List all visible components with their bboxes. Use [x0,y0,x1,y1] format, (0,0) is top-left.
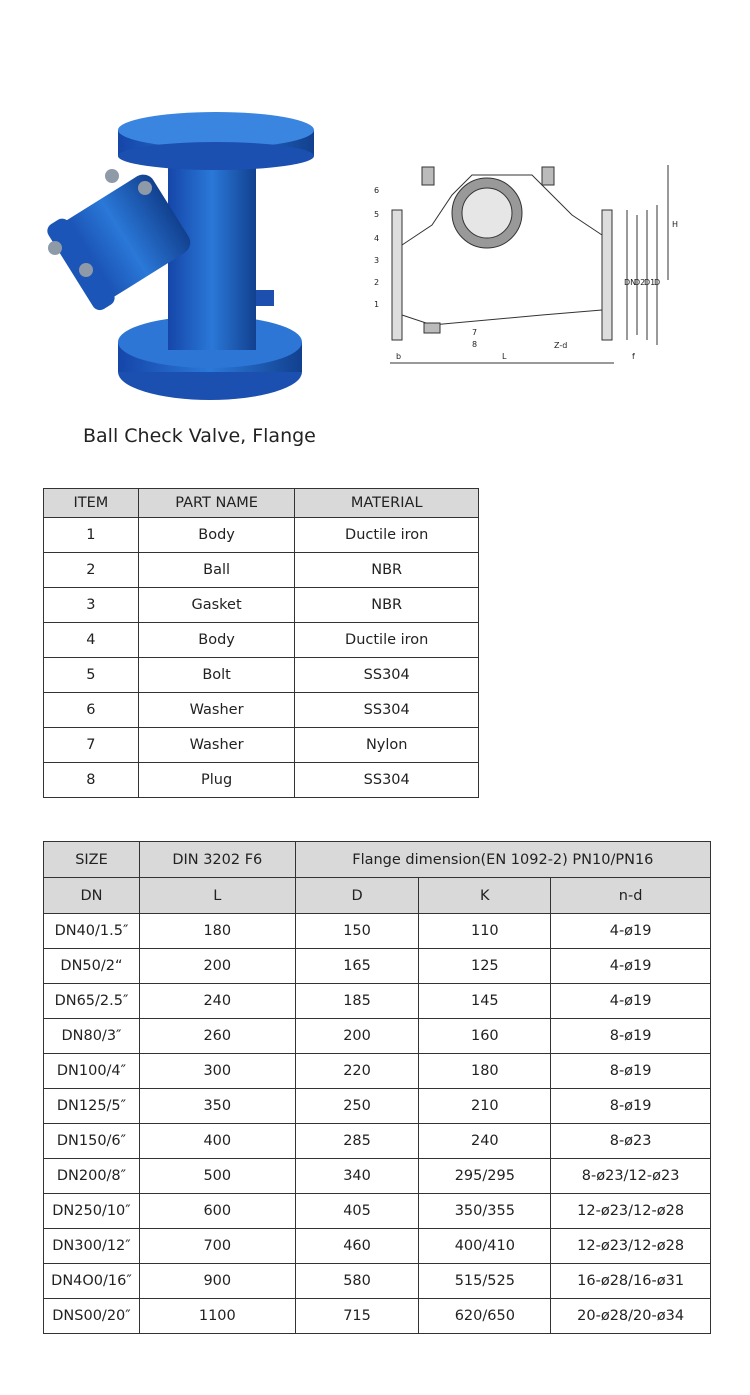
cell: 240 [139,984,295,1019]
cell: 16-ø28/16-ø31 [551,1264,711,1299]
cell: 3 [44,588,139,623]
cell: 700 [139,1229,295,1264]
callout-2: 2 [374,278,380,287]
dim-d2: D2 [634,278,646,287]
cell: 600 [139,1194,295,1229]
callout-5: 5 [374,210,380,219]
table-row [44,1194,711,1229]
valve-photo [40,110,340,410]
table-row [44,1299,711,1334]
cell: Gasket [138,588,295,623]
cell: 900 [139,1264,295,1299]
table-row [44,693,479,728]
cell: Bolt [138,658,295,693]
cell: DN200/8″ [44,1159,140,1194]
cell: 2 [44,553,139,588]
callout-4: 4 [374,234,380,243]
cell: 8 [44,763,139,798]
header-flange-dimension: Flange dimension(EN 1092-2) PN10/PN16 [295,842,710,878]
dim-d1: D1 [644,278,656,287]
table-header-row [44,842,711,878]
header-item: ITEM [44,489,139,518]
parts-table [43,488,479,798]
cell: 220 [295,1054,419,1089]
cell: 8-ø19 [551,1019,711,1054]
dim-l: L [502,352,507,361]
cell: 340 [295,1159,419,1194]
cell: DN250/10″ [44,1194,140,1229]
cell: DN40/1.5″ [44,914,140,949]
table-row [44,914,711,949]
cell: 125 [419,949,551,984]
header-k: K [419,878,551,914]
cell: 8-ø19 [551,1054,711,1089]
cell: 210 [419,1089,551,1124]
dimensions-table [43,841,711,1334]
cross-section-diagram [362,155,702,375]
cell: Nylon [295,728,479,763]
callout-1: 1 [374,300,380,309]
callout-8: 8 [472,340,478,349]
dim-d: D [654,278,661,287]
table-row [44,728,479,763]
cell: 295/295 [419,1159,551,1194]
cell: 1 [44,518,139,553]
header-din: DIN 3202 F6 [139,842,295,878]
table-row [44,658,479,693]
cell: DN80/3″ [44,1019,140,1054]
cell: 12-ø23/12-ø28 [551,1229,711,1264]
cell: 4-ø19 [551,949,711,984]
cell: 260 [139,1019,295,1054]
cell: 460 [295,1229,419,1264]
table-row [44,1019,711,1054]
cell: DN100/4″ [44,1054,140,1089]
cell: 180 [419,1054,551,1089]
cell: 250 [295,1089,419,1124]
header-size: SIZE [44,842,140,878]
cell: Washer [138,728,295,763]
cell: DN65/2.5″ [44,984,140,1019]
cell: 240 [419,1124,551,1159]
cell: 8-ø23 [551,1124,711,1159]
callout-6: 6 [374,186,380,195]
cell: 145 [419,984,551,1019]
cell: DN125/5″ [44,1089,140,1124]
cell: 12-ø23/12-ø28 [551,1194,711,1229]
table-row [44,1229,711,1264]
cell: 8-ø23/12-ø23 [551,1159,711,1194]
table-row [44,1054,711,1089]
table-row [44,623,479,658]
cell: 350 [139,1089,295,1124]
table-row [44,763,479,798]
header-dn: DN [44,878,140,914]
cell: 350/355 [419,1194,551,1229]
cell: 515/525 [419,1264,551,1299]
cell: 4-ø19 [551,984,711,1019]
cell: 5 [44,658,139,693]
dim-h: H [672,220,679,229]
dim-dn: DN [624,278,637,287]
table-row [44,553,479,588]
table-row [44,1089,711,1124]
cell: DN150/6″ [44,1124,140,1159]
table-row [44,588,479,623]
cell: 7 [44,728,139,763]
cell: DNS00/20″ [44,1299,140,1334]
dim-z-d: Z-d [554,341,568,350]
cell: DN50/2“ [44,949,140,984]
table-subheader-row [44,878,711,914]
cell: SS304 [295,763,479,798]
cell: 4-ø19 [551,914,711,949]
cell: NBR [295,588,479,623]
cell: 150 [295,914,419,949]
header-l: L [139,878,295,914]
cell: Plug [138,763,295,798]
dim-f: f [632,352,635,361]
cell: Ductile iron [295,623,479,658]
header-part-name: PART NAME [138,489,295,518]
cell: Body [138,518,295,553]
cell: 620/650 [419,1299,551,1334]
cell: 160 [419,1019,551,1054]
header-material: MATERIAL [295,489,479,518]
cell: 4 [44,623,139,658]
cell: 20-ø28/20-ø34 [551,1299,711,1334]
cell: NBR [295,553,479,588]
cell: 6 [44,693,139,728]
cell: DN300/12″ [44,1229,140,1264]
cell: 500 [139,1159,295,1194]
cell: SS304 [295,658,479,693]
callout-3: 3 [374,256,380,265]
cell: 405 [295,1194,419,1229]
table-row [44,949,711,984]
cell: 400 [139,1124,295,1159]
cell: 185 [295,984,419,1019]
dimensions-body [44,914,711,1334]
cell: 300 [139,1054,295,1089]
cell: Ductile iron [295,518,479,553]
callout-7: 7 [472,328,478,337]
cell: 8-ø19 [551,1089,711,1124]
header-n-d: n-d [551,878,711,914]
table-row [44,984,711,1019]
cell: 400/410 [419,1229,551,1264]
product-caption: Ball Check Valve, Flange [83,425,316,447]
table-row [44,1264,711,1299]
cell: Body [138,623,295,658]
cell: 715 [295,1299,419,1334]
table-row [44,1159,711,1194]
cell: 110 [419,914,551,949]
cell: 165 [295,949,419,984]
dim-b: b [396,352,402,361]
cell: SS304 [295,693,479,728]
cell: DN4O0/16″ [44,1264,140,1299]
cell: 200 [295,1019,419,1054]
header-d: D [295,878,419,914]
table-header-row [44,489,479,518]
cell: Washer [138,693,295,728]
table-row [44,1124,711,1159]
cell: Ball [138,553,295,588]
cell: 285 [295,1124,419,1159]
cell: 200 [139,949,295,984]
cell: 1100 [139,1299,295,1334]
table-row [44,518,479,553]
cell: 180 [139,914,295,949]
cell: 580 [295,1264,419,1299]
